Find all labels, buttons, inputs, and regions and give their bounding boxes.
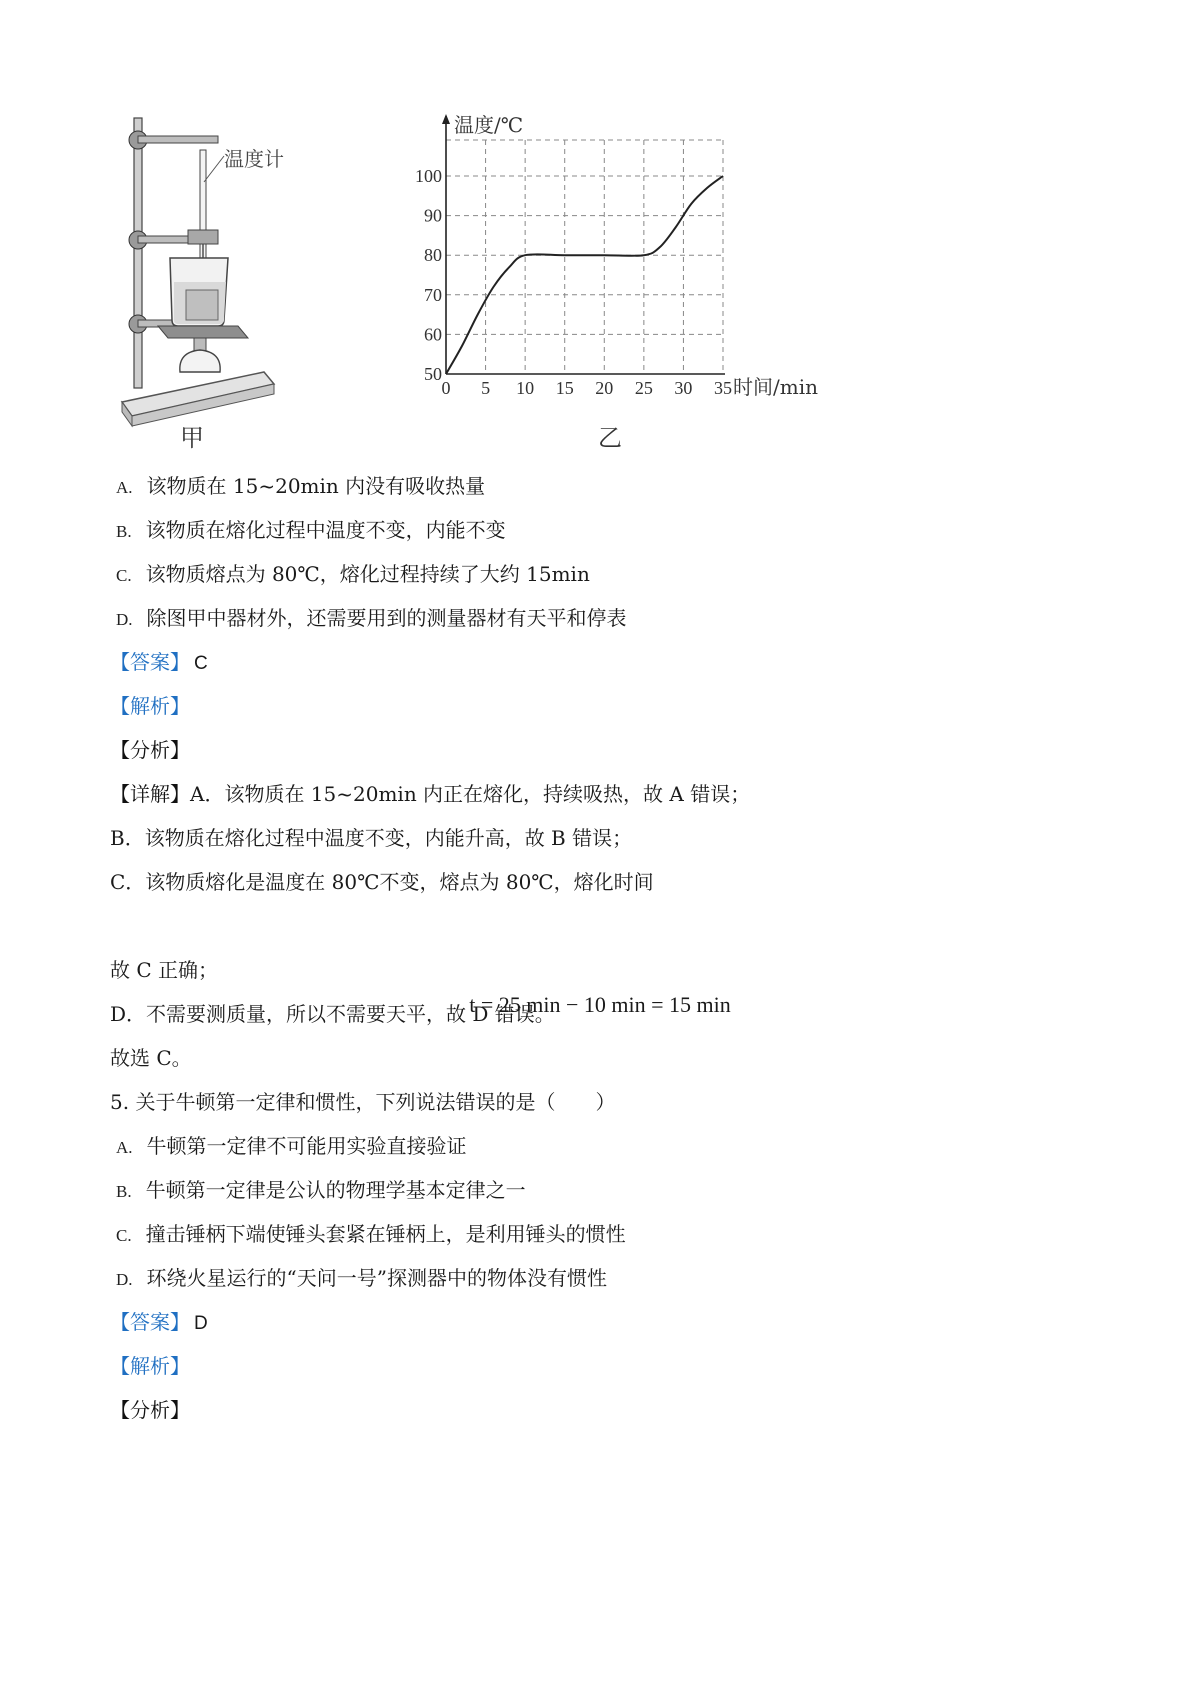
q4-option-b: B. 该物质在熔化过程中温度不变，内能不变	[116, 518, 506, 542]
q4-detail-line1: 【详解】A．该物质在 15~20min 内正在熔化，持续吸热，故 A 错误；	[110, 782, 751, 806]
q4-option-a: A. 该物质在 15~20min 内没有吸收热量	[116, 474, 486, 498]
x-tick-label: 20	[595, 378, 614, 398]
graph-caption: 乙	[598, 424, 622, 452]
figure-area	[0, 0, 1200, 490]
q5-stem: 5. 关于牛顿第一定律和惯性，下列说法错误的是（ ）	[110, 1090, 616, 1114]
x-tick-label: 15	[555, 378, 574, 398]
q5-option-d: D. 环绕火星运行的“天问一号”探测器中的物体没有惯性	[116, 1266, 607, 1290]
q5-option-a: A. 牛顿第一定律不可能用实验直接验证	[116, 1134, 467, 1158]
x-tick-label: 0	[441, 378, 451, 398]
x-tick-label: 30	[674, 378, 693, 398]
y-tick-label: 50	[424, 364, 442, 384]
q5-answer: 【答案】 D	[110, 1310, 208, 1334]
y-tick-label: 70	[424, 284, 442, 305]
x-tick-label: 35	[714, 378, 732, 398]
y-tick-label: 90	[424, 205, 442, 226]
q4-fenxi-tag: 【分析】	[110, 738, 190, 762]
q4-analysis-tag: 【解析】	[110, 694, 190, 718]
q5-option-c: C. 撞击锤柄下端使锤头套紧在锤柄上，是利用锤头的惯性	[116, 1222, 626, 1246]
apparatus-illustration	[118, 110, 348, 450]
q5-analysis-tag: 【解析】	[110, 1354, 190, 1378]
apparatus-caption: 甲	[180, 424, 204, 452]
x-tick-label: 25	[634, 378, 653, 398]
y-tick-label: 60	[424, 324, 442, 345]
thermometer-label: 温度计	[224, 147, 284, 171]
q4-answer: 【答案】 C	[110, 650, 208, 674]
y-tick-label: 100	[415, 166, 442, 186]
x-tick-label: 10	[516, 378, 535, 398]
q4-option-c: C. 该物质熔点为 80℃，熔化过程持续了大约 15min	[116, 562, 590, 586]
temperature-curve	[446, 176, 723, 374]
temperature-time-chart	[415, 112, 930, 482]
q4-detail-line5: D．不需要测质量，所以不需要天平，故 D 错误。	[110, 1002, 555, 1026]
y-tick-label: 80	[424, 245, 442, 266]
q4-detail-line2: B．该物质在熔化过程中温度不变，内能升高，故 B 错误；	[110, 826, 633, 850]
q4-option-d: D. 除图甲中器材外，还需要用到的测量器材有天平和停表	[116, 606, 627, 630]
q4-formula: t = 25 min − 10 min = 15 min	[469, 992, 731, 1017]
q4-detail-line6: 故选 C。	[110, 1046, 192, 1070]
q4-detail-line3: C．该物质熔化是温度在 80℃不变，熔点为 80℃，熔化时间	[110, 870, 654, 894]
q5-option-b: B. 牛顿第一定律是公认的物理学基本定律之一	[116, 1178, 526, 1202]
y-axis-arrow	[442, 114, 450, 124]
x-tick-label: 5	[481, 378, 491, 398]
q4-detail-line4: 故 C 正确；	[110, 958, 219, 982]
y-axis-label: 温度/℃	[454, 113, 524, 137]
x-axis-label: 时间/min	[733, 375, 818, 399]
q5-fenxi-tag: 【分析】	[110, 1398, 190, 1422]
